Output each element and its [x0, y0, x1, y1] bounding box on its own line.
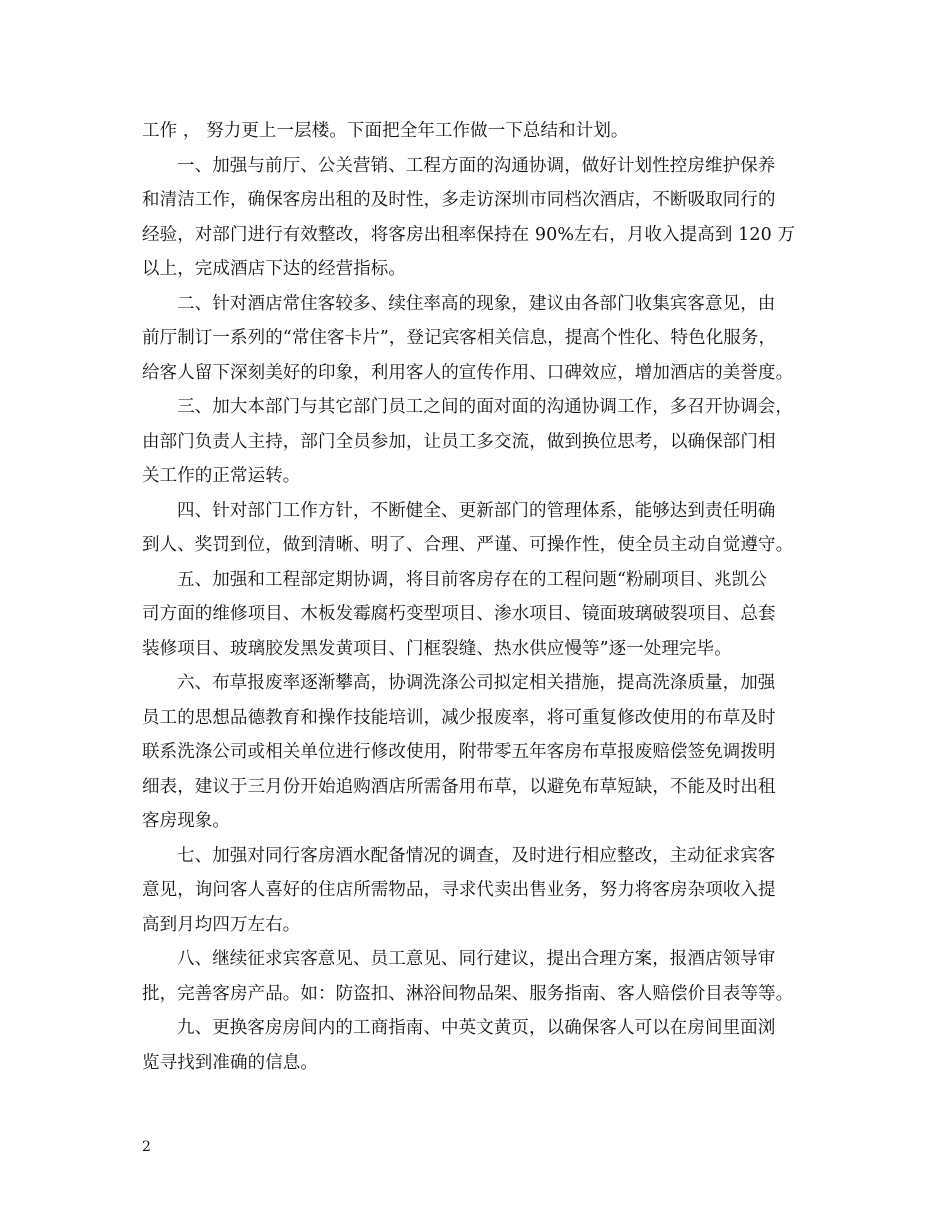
text-line: 到人、奖罚到位，做到清晰、明了、合理、严谨、可操作性，使全员主动自觉遵守。 [142, 535, 794, 555]
page-number: 2 [142, 1139, 151, 1155]
paragraph-8 [142, 942, 822, 1011]
text-line: 批，完善客房产品。如：防盗扣、淋浴间物品架、服务指南、客人赔偿价目表等等。 [142, 983, 794, 1004]
text-line: 四、针对部门工作方针，不断健全、更新部门的管理体系，能够达到责任明确 [177, 500, 776, 521]
text-line: 六、布草报废率逐渐攀高，协调洗涤公司拟定相关措施，提高洗涤质量，加强 [177, 673, 776, 693]
paragraph-6 [142, 666, 822, 839]
text-line: 九、更换客房房间内的工商指南、中英文黄页，以确保客人可以在房间里面浏 [177, 1018, 776, 1038]
text-line: 七、加强对同行客房酒水配备情况的调查，及时进行相应整改，主动征求宾客 [177, 845, 776, 866]
text-line: 由部门负责人主持，部门全员参加，让员工多交流，做到换位思考，以确保部门相 [142, 431, 776, 452]
paragraph-2 [142, 287, 822, 391]
text-line: 客房现象。 [142, 811, 230, 831]
text-line: 细表，建议于三月份开始追购酒店所需备用布草，以避免布草短缺，不能及时出租 [142, 776, 776, 797]
text-line: 员工的思想品德教育和操作技能培训，减少报废率，将可重复修改使用的布草及时 [142, 707, 776, 728]
text-line: 三、加大本部门与其它部门员工之间的面对面的沟通协调工作，多召开协调会， [177, 397, 793, 417]
text-line: 联系洗涤公司或相关单位进行修改使用，附带零五年客房布草报废赔偿签免调拨明 [142, 742, 776, 762]
paragraph-4 [142, 494, 822, 563]
text-line: 前厅制订一系列的“常住客卡片”，登记宾客相关信息，提高个性化、特色化服务， [142, 328, 777, 348]
text-line: 一、加强与前厅、公关营销、工程方面的沟通协调，做好计划性控房维护保养 [177, 155, 776, 176]
paragraph-7 [142, 839, 822, 943]
body-text [142, 114, 822, 1080]
text-line: 五、加强和工程部定期协调，将目前客房存在的工程问题“粉刷项目、兆凯公 [177, 569, 767, 590]
text-line: 工作 ， 努力更上一层楼。下面把全年工作做一下总结和计划。 [142, 121, 629, 141]
paragraph-9 [142, 1011, 822, 1080]
text-line: 经验，对部门进行有效整改，将客房出租率保持在 90%左右，月收入提高到 120 万 [142, 224, 796, 245]
text-line: 给客人留下深刻美好的印象，利用客人的宣传作用、口碑效应，增加酒店的美誉度。 [142, 362, 794, 383]
paragraph-intro [142, 114, 822, 149]
text-line: 司方面的维修项目、木板发霉腐朽变型项目、渗水项目、镜面玻璃破裂项目、总套 [142, 604, 776, 624]
text-line: 二、针对酒店常住客较多、续住率高的现象，建议由各部门收集宾客意见，由 [177, 293, 776, 314]
text-line: 高到月均四万左右。 [142, 914, 301, 935]
paragraph-5 [142, 563, 822, 667]
paragraph-1 [142, 149, 822, 287]
text-line: 和清洁工作，确保客房出租的及时性，多走访深圳市同档次酒店，不断吸取同行的 [142, 190, 776, 210]
text-line: 以上，完成酒店下达的经营指标。 [142, 259, 406, 279]
text-line: 览寻找到准确的信息。 [142, 1052, 318, 1073]
text-line: 八、继续征求宾客意见、员工意见、同行建议，提出合理方案，报酒店领导审 [177, 949, 776, 969]
paragraph-3 [142, 390, 822, 494]
text-line: 关工作的正常运转。 [142, 466, 301, 486]
text-line: 装修项目、玻璃胶发黑发黄项目、门框裂缝、热水供应慢等”逐一处理完毕。 [142, 638, 732, 659]
text-line: 意见，询问客人喜好的住店所需物品，寻求代卖出售业务，努力将客房杂项收入提 [142, 880, 776, 900]
